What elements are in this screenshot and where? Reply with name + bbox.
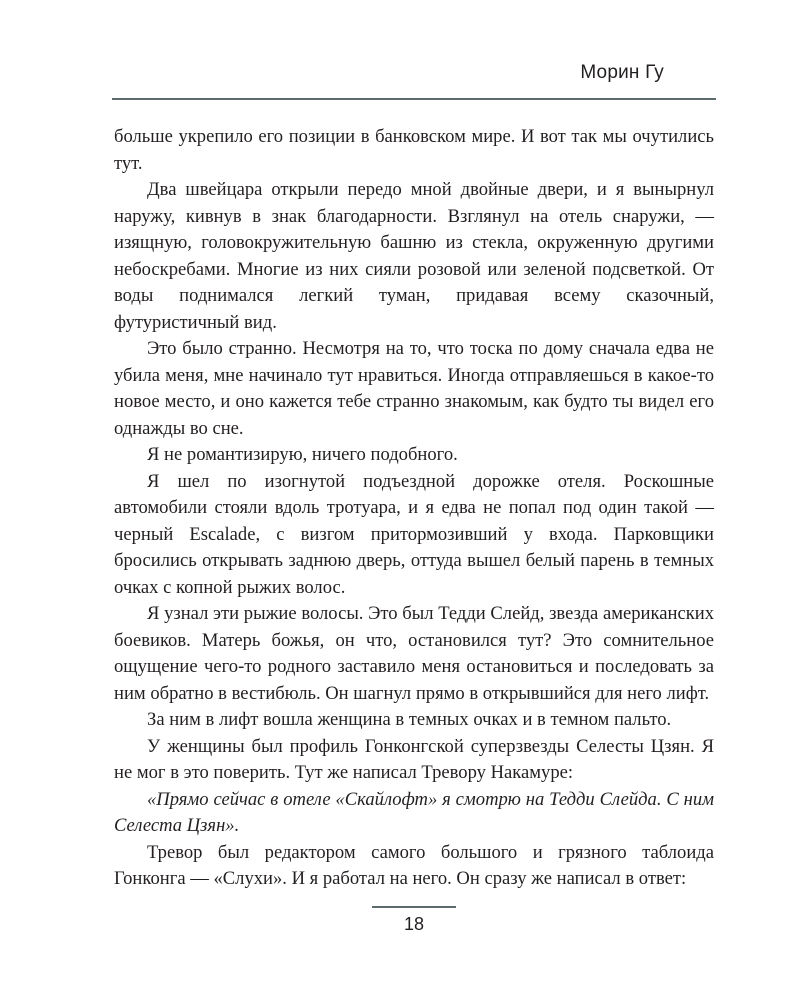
running-head-title: Морин Гу xyxy=(580,62,664,83)
paragraph: За ним в лифт вошла женщина в темных очках и в темном пальто. xyxy=(147,709,672,730)
body-text xyxy=(114,124,714,893)
paragraph: Я шел по изогнутой подъездной дорожке отеля. Роскошные автомобили стояли вдоль тротуара, и я едва не попал под один такой — черный Escalade, с визгом притормозивший у входа. Парковщики бросились открывать заднюю дверь, оттуда вышел белый парень в темных очках с копной рыжих волос. xyxy=(114,470,714,598)
paragraph: Это было странно. Несмотря на то, что тоска по дому сначала едва не убила меня, мне начинало тут нравиться. Иногда отправляешься в какое-то новое место, и оно кажется тебе странно знакомым, как будто ты видел его однажды во сне. xyxy=(114,338,714,439)
page-number: 18 xyxy=(403,914,425,934)
paragraph: Я не романтизирую, ничего подобного. xyxy=(147,444,458,465)
paragraph: У женщины был профиль Гонконгской суперзвезды Селесты Цзян. Я не мог в это поверить. Тут же написал Тревору Накамуре: xyxy=(114,735,714,783)
paragraph-continuation: больше укрепило его позиции в банковском мире. И вот так мы очутились тут. xyxy=(114,126,714,174)
header-rule xyxy=(112,98,716,100)
paragraph: Тревор был редактором самого большого и грязного таблоида Гонконга — «Слухи». И я работал на него. Он сразу же написал в ответ: xyxy=(114,841,714,889)
paragraph: Два швейцара открыли передо мной двойные двери, и я вынырнул наружу, кивнув в знак благодарности. Взглянул на отель снаружи, — изящную, головокружительную башню из стекла, окруженную другими небоскребами. Многие из них сияли розовой или зеленой подсветкой. От воды поднимался легкий туман, придавая всему сказочный, футуристичный вид. xyxy=(114,179,714,333)
folio-rule xyxy=(372,906,456,908)
text-message-quote: «Прямо сейчас в отеле «Скайлофт» я смотрю на Тедди Слейда. С ним Селеста Цзян». xyxy=(114,788,714,836)
paragraph: Я узнал эти рыжие волосы. Это был Тедди Слейд, звезда американских боевиков. Матерь божья, он что, остановился тут? Это сомнительное ощущение чего-то родного заставило меня остановиться и последовать за ним обратно в вестибюль. Он шагнул прямо в открывшийся для него лифт. xyxy=(114,603,714,704)
